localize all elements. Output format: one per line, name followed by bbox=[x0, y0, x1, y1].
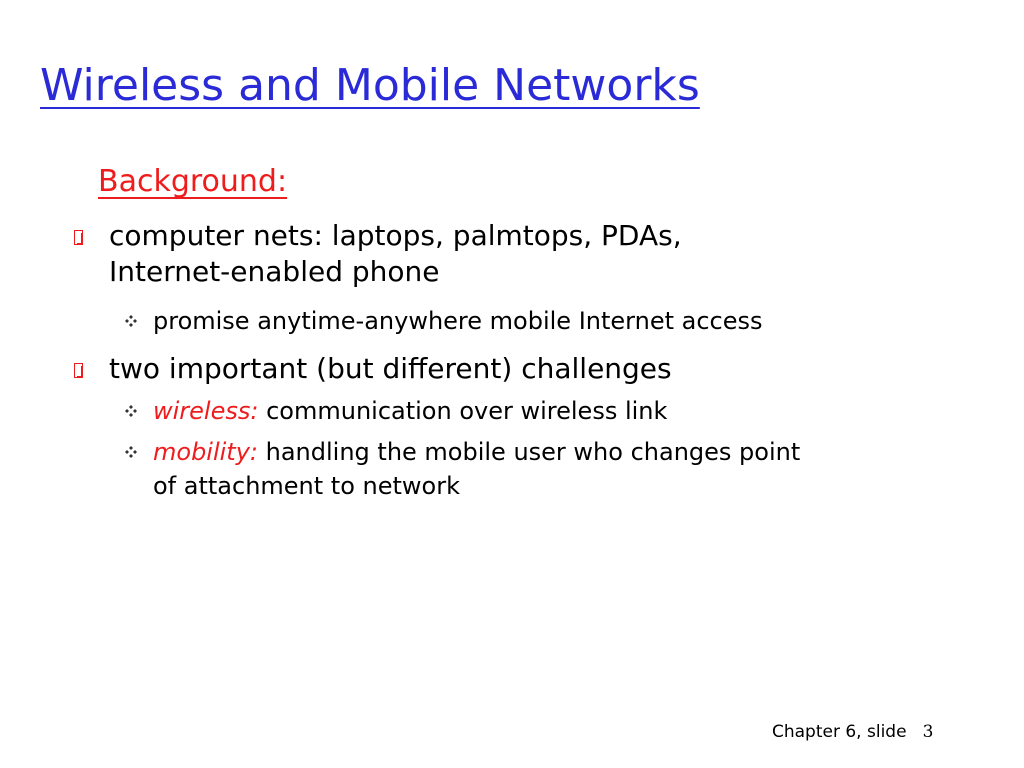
red-box-bullet-icon bbox=[74, 230, 83, 245]
sub-bullet-item-mobility bbox=[153, 435, 800, 503]
slide-footer bbox=[772, 722, 933, 742]
bullet-line: Internet-enabled phone bbox=[109, 255, 440, 288]
bullet-line: two important (but different) challenges bbox=[109, 352, 672, 385]
sub-bullet-line: communication over wireless link bbox=[258, 397, 668, 425]
bullet-line: computer nets: laptops, palmtops, PDAs, bbox=[109, 219, 682, 252]
sub-bullet-line: of attachment to network bbox=[153, 472, 460, 500]
sub-bullet-line: handling the mobile user who changes point bbox=[258, 438, 801, 466]
section-heading: Background: bbox=[98, 164, 288, 199]
four-diamond-bullet-icon bbox=[125, 446, 137, 458]
term-wireless: wireless: bbox=[153, 397, 259, 425]
four-diamond-bullet-icon bbox=[125, 405, 137, 417]
bullet-item-challenges bbox=[109, 351, 672, 387]
sub-bullet-item-wireless bbox=[153, 394, 667, 428]
four-diamond-bullet-icon bbox=[125, 315, 137, 327]
term-mobility: mobility: bbox=[153, 438, 258, 466]
slide-number: 3 bbox=[922, 722, 934, 742]
sub-bullet-item-anytime-anywhere bbox=[153, 304, 763, 338]
bullet-item-computer-nets bbox=[109, 218, 682, 290]
red-box-bullet-icon bbox=[74, 363, 83, 378]
slide-title: Wireless and Mobile Networks bbox=[40, 60, 700, 111]
footer-label: Chapter 6, slide bbox=[772, 722, 907, 742]
sub-bullet-line: promise anytime-anywhere mobile Internet access bbox=[153, 307, 763, 335]
